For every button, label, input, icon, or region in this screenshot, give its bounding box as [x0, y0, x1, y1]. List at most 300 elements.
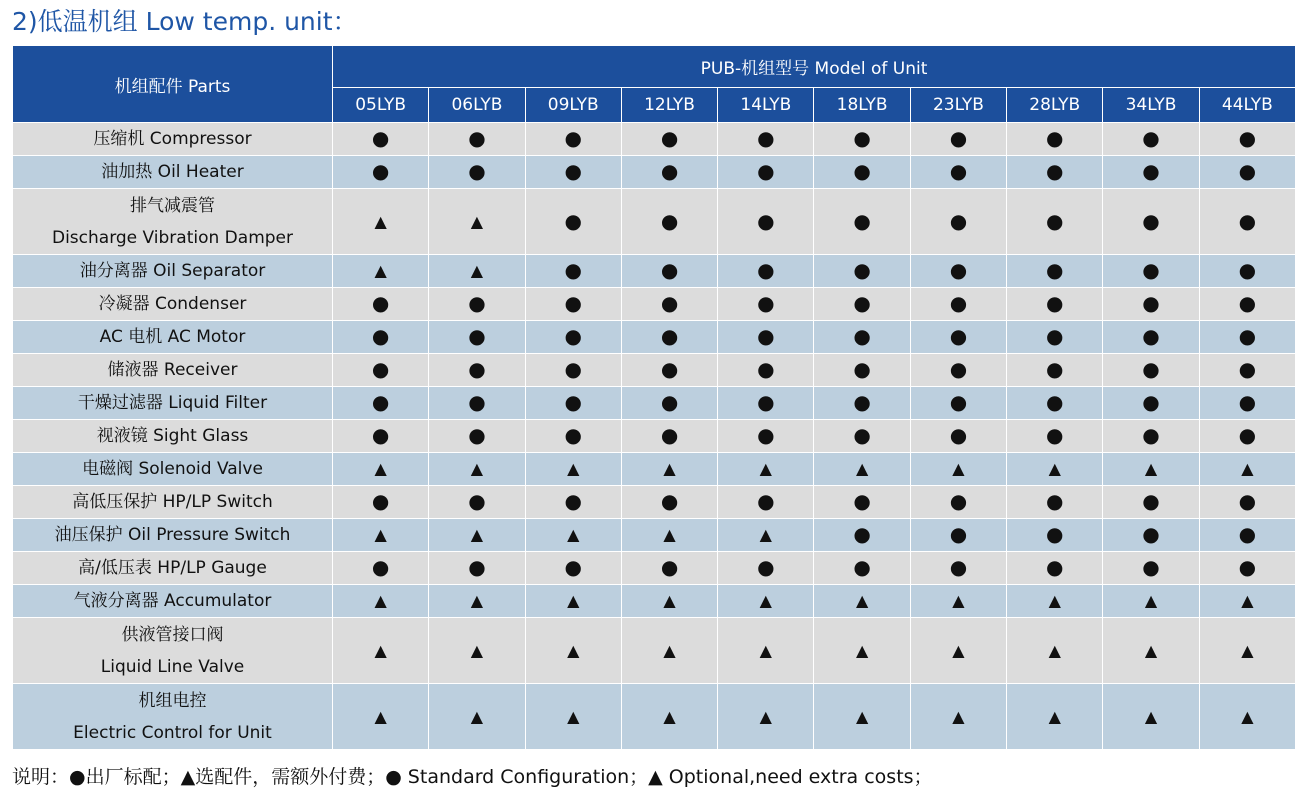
standard-config-icon: ● [949, 159, 968, 183]
config-cell [718, 123, 814, 156]
config-cell [910, 519, 1006, 552]
model-header-44lyb: 44LYB [1199, 88, 1295, 123]
config-cell [910, 684, 1006, 750]
table-row [13, 255, 1296, 288]
standard-config-icon: ● [1238, 555, 1257, 579]
config-cell [333, 486, 429, 519]
config-cell [429, 585, 525, 618]
config-cell [718, 585, 814, 618]
standard-config-icon: ● [371, 291, 390, 315]
page-title: 2)低温机组 Low temp. unit： [12, 7, 358, 36]
part-name: 高/低压表 HP/LP Gauge [78, 558, 267, 578]
standard-config-icon: ● [853, 126, 871, 150]
config-cell [814, 420, 910, 453]
standard-config-icon: ● [853, 489, 871, 513]
standard-config-icon: ● [1046, 390, 1064, 414]
standard-config-icon: ● [1142, 423, 1160, 447]
table-row [13, 420, 1296, 453]
standard-config-icon: ● [564, 258, 582, 282]
standard-config-icon: ● [660, 423, 679, 447]
model-group-header: PUB-机组型号 Model of Unit [333, 46, 1296, 88]
optional-config-icon: ▲ [952, 459, 965, 478]
part-name: 机组电控 [138, 690, 207, 711]
optional-config-icon: ▲ [663, 591, 676, 610]
standard-config-icon: ● [1238, 258, 1257, 282]
table-row [13, 387, 1296, 420]
standard-config-icon: ● [757, 357, 775, 381]
config-cell [1007, 618, 1103, 684]
standard-config-icon: ● [468, 126, 486, 150]
config-cell [718, 453, 814, 486]
optional-config-icon: ▲ [1048, 591, 1061, 610]
standard-config-icon: ● [371, 357, 390, 381]
model-header-06lyb: 06LYB [429, 88, 525, 123]
config-cell [621, 618, 717, 684]
part-name: AC 电机 AC Motor [99, 327, 246, 347]
config-cell [1007, 321, 1103, 354]
optional-config-icon: ▲ [470, 640, 484, 660]
standard-config-icon: ● [1238, 159, 1257, 183]
table-row [13, 519, 1296, 552]
config-cell [814, 684, 910, 750]
config-cell [814, 552, 910, 585]
standard-config-icon: ● [1142, 126, 1160, 150]
standard-config-icon: ● [949, 126, 968, 150]
config-cell [1199, 354, 1295, 387]
config-cell [621, 288, 717, 321]
config-cell [525, 585, 621, 618]
table-row [13, 486, 1296, 519]
standard-config-icon: ● [1046, 208, 1064, 233]
config-cell [1103, 123, 1199, 156]
optional-config-icon: ▲ [759, 640, 772, 660]
config-cell [525, 123, 621, 156]
config-cell [621, 156, 717, 189]
standard-config-icon: ● [1238, 522, 1257, 546]
standard-config-icon: ● [949, 258, 968, 282]
optional-config-icon: ▲ [567, 591, 580, 610]
config-cell [621, 585, 717, 618]
standard-config-icon: ● [757, 324, 775, 348]
config-cell [1103, 519, 1199, 552]
table-row [13, 321, 1296, 354]
standard-config-icon: ● [468, 291, 486, 315]
part-name-cell [13, 684, 333, 750]
config-cell [1199, 585, 1295, 618]
standard-config-icon: ● [371, 324, 390, 348]
config-cell [910, 486, 1006, 519]
standard-config-icon: ● [660, 555, 679, 579]
optional-config-icon: ▲ [1048, 459, 1061, 478]
config-cell [1199, 618, 1295, 684]
config-cell [910, 255, 1006, 288]
standard-config-icon: ● [949, 291, 968, 315]
standard-config-icon: ● [949, 555, 968, 579]
config-cell [1199, 552, 1295, 585]
config-cell [814, 189, 910, 255]
optional-config-icon: ▲ [759, 706, 772, 726]
optional-config-icon: ▲ [374, 261, 387, 280]
optional-config-icon: ▲ [759, 591, 772, 610]
standard-config-icon: ● [1046, 291, 1064, 315]
standard-config-icon: ● [949, 324, 968, 348]
config-cell [621, 453, 717, 486]
standard-config-icon: ● [1238, 390, 1257, 414]
optional-config-icon: ▲ [374, 640, 387, 660]
standard-config-icon: ● [853, 390, 871, 414]
config-cell [621, 552, 717, 585]
standard-config-icon: ● [1142, 258, 1160, 282]
part-name-cell [13, 585, 333, 618]
part-name-cell [13, 123, 333, 156]
config-cell [621, 387, 717, 420]
table-row [13, 123, 1296, 156]
config-cell [910, 288, 1006, 321]
optional-config-icon: ▲ [759, 525, 772, 544]
config-cell [1103, 387, 1199, 420]
config-cell [814, 519, 910, 552]
model-header-28lyb: 28LYB [1007, 88, 1103, 123]
config-cell [333, 123, 429, 156]
standard-config-icon: ● [1142, 390, 1160, 414]
config-cell [718, 618, 814, 684]
optional-config-icon: ▲ [470, 261, 484, 280]
standard-config-icon: ● [1238, 208, 1257, 233]
standard-config-icon: ● [1046, 489, 1064, 513]
standard-config-icon: ● [468, 159, 486, 183]
optional-config-icon: ▲ [567, 640, 580, 660]
config-cell [1199, 189, 1295, 255]
table-row [13, 684, 1296, 750]
config-cell [718, 420, 814, 453]
standard-config-icon: ● [949, 423, 968, 447]
config-cell [814, 453, 910, 486]
config-cell [429, 123, 525, 156]
optional-config-icon: ▲ [759, 459, 772, 478]
config-cell [621, 255, 717, 288]
standard-config-icon: ● [949, 357, 968, 381]
part-name-cell [13, 387, 333, 420]
standard-config-icon: ● [757, 291, 775, 315]
standard-config-icon: ● [949, 489, 968, 513]
standard-config-icon: ● [371, 126, 390, 150]
optional-config-icon: ▲ [663, 706, 676, 726]
config-cell [910, 585, 1006, 618]
config-cell [1103, 288, 1199, 321]
config-cell [1103, 189, 1199, 255]
standard-config-icon: ● [564, 390, 582, 414]
config-cell [525, 255, 621, 288]
part-name-english: Electric Control for Unit [73, 722, 272, 743]
config-cell [910, 354, 1006, 387]
optional-config-icon: ▲ [1241, 591, 1254, 610]
config-cell [1199, 684, 1295, 750]
component-spec-table [12, 45, 1296, 750]
part-name-cell [13, 552, 333, 585]
table-row [13, 288, 1296, 321]
optional-config-icon: ▲ [1144, 706, 1158, 726]
standard-config-icon: ● [1142, 555, 1160, 579]
config-cell [814, 387, 910, 420]
config-cell [525, 288, 621, 321]
config-cell [621, 486, 717, 519]
standard-config-icon: ● [1046, 423, 1064, 447]
config-cell [621, 684, 717, 750]
standard-config-icon: ● [1142, 522, 1160, 546]
config-cell [910, 618, 1006, 684]
config-cell [910, 321, 1006, 354]
optional-config-icon: ▲ [663, 525, 676, 544]
model-header-14lyb: 14LYB [718, 88, 814, 123]
standard-config-icon: ● [468, 390, 486, 414]
standard-config-icon: ● [757, 258, 775, 282]
config-cell [1199, 321, 1295, 354]
config-cell [525, 486, 621, 519]
config-cell [525, 189, 621, 255]
config-cell [525, 684, 621, 750]
standard-config-icon: ● [660, 324, 679, 348]
standard-config-icon: ● [660, 291, 679, 315]
config-cell [333, 519, 429, 552]
standard-config-icon: ● [757, 390, 775, 414]
config-cell [621, 189, 717, 255]
config-cell [1103, 156, 1199, 189]
standard-config-icon: ● [1238, 357, 1257, 381]
config-cell [814, 486, 910, 519]
standard-config-icon: ● [564, 208, 582, 233]
standard-config-icon: ● [757, 489, 775, 513]
standard-config-icon: ● [853, 258, 871, 282]
config-cell [429, 684, 525, 750]
part-name-cell [13, 618, 333, 684]
config-cell [429, 618, 525, 684]
table-row [13, 189, 1296, 255]
config-cell [333, 189, 429, 255]
config-cell [1007, 684, 1103, 750]
part-name: 气液分离器 Accumulator [73, 591, 272, 611]
part-name: 油压保护 Oil Pressure Switch [54, 525, 291, 545]
config-cell [1199, 519, 1295, 552]
standard-config-icon: ● [757, 208, 775, 233]
config-cell [1007, 255, 1103, 288]
model-header-05lyb: 05LYB [333, 88, 429, 123]
standard-config-icon: ● [853, 291, 871, 315]
config-cell [814, 354, 910, 387]
config-cell [333, 585, 429, 618]
standard-config-icon: ● [1238, 423, 1257, 447]
config-cell [814, 618, 910, 684]
optional-config-icon: ▲ [567, 706, 580, 726]
model-header-18lyb: 18LYB [814, 88, 910, 123]
config-cell [621, 519, 717, 552]
config-cell [333, 156, 429, 189]
config-cell [1199, 255, 1295, 288]
part-name-cell [13, 354, 333, 387]
config-cell [718, 552, 814, 585]
standard-config-icon: ● [468, 423, 486, 447]
config-cell [1007, 585, 1103, 618]
standard-config-icon: ● [1046, 159, 1064, 183]
standard-config-icon: ● [1142, 489, 1160, 513]
table-row [13, 552, 1296, 585]
config-cell [525, 321, 621, 354]
optional-config-icon: ▲ [470, 525, 484, 544]
optional-config-icon: ▲ [855, 706, 869, 726]
config-cell [910, 552, 1006, 585]
standard-config-icon: ● [371, 423, 390, 447]
config-cell [333, 453, 429, 486]
config-cell [333, 321, 429, 354]
config-cell [429, 486, 525, 519]
optional-config-icon: ▲ [855, 459, 869, 478]
config-cell [1103, 453, 1199, 486]
standard-config-icon: ● [853, 324, 871, 348]
config-cell [814, 255, 910, 288]
config-cell [1007, 288, 1103, 321]
part-name-english: Liquid Line Valve [100, 656, 245, 677]
config-cell [621, 420, 717, 453]
config-cell [1199, 123, 1295, 156]
part-name: 油分离器 Oil Separator [79, 261, 266, 281]
config-cell [429, 354, 525, 387]
config-cell [1199, 420, 1295, 453]
standard-config-icon: ● [1142, 159, 1160, 183]
config-cell [718, 684, 814, 750]
config-cell [333, 354, 429, 387]
optional-config-icon: ▲ [1144, 459, 1158, 478]
config-cell [814, 321, 910, 354]
part-name: 高低压保护 HP/LP Switch [72, 492, 273, 512]
standard-config-icon: ● [564, 159, 582, 183]
optional-config-icon: ▲ [374, 525, 387, 544]
table-row [13, 585, 1296, 618]
standard-config-icon: ● [371, 555, 390, 579]
part-name-english: Discharge Vibration Damper [51, 227, 293, 248]
standard-config-icon: ● [1046, 324, 1064, 348]
standard-config-icon: ● [949, 208, 968, 233]
config-cell [1103, 585, 1199, 618]
config-cell [525, 552, 621, 585]
standard-config-icon: ● [853, 159, 871, 183]
config-cell [429, 420, 525, 453]
standard-config-icon: ● [757, 555, 775, 579]
config-cell [1007, 123, 1103, 156]
standard-config-icon: ● [371, 489, 390, 513]
model-header-12lyb: 12LYB [621, 88, 717, 123]
config-cell [1007, 519, 1103, 552]
optional-config-icon: ▲ [470, 459, 484, 478]
standard-config-icon: ● [1046, 522, 1064, 546]
part-name: 供液管接口阀 [121, 624, 224, 645]
config-cell [910, 123, 1006, 156]
standard-config-icon: ● [564, 489, 582, 513]
standard-config-icon: ● [757, 159, 775, 183]
part-name-cell [13, 486, 333, 519]
legend-note: 说明：●出厂标配；▲选配件，需额外付费；● Standard Configuration；▲ Optional,need extra costs； [12, 766, 933, 788]
standard-config-icon: ● [564, 423, 582, 447]
standard-config-icon: ● [1142, 208, 1160, 233]
table-row [13, 354, 1296, 387]
config-cell [1199, 486, 1295, 519]
optional-config-icon: ▲ [855, 640, 869, 660]
optional-config-icon: ▲ [855, 591, 869, 610]
config-cell [525, 519, 621, 552]
optional-config-icon: ▲ [1144, 591, 1158, 610]
config-cell [333, 288, 429, 321]
config-cell [621, 123, 717, 156]
config-cell [1199, 288, 1295, 321]
config-cell [429, 552, 525, 585]
config-cell [910, 453, 1006, 486]
optional-config-icon: ▲ [374, 591, 387, 610]
config-cell [718, 354, 814, 387]
config-cell [525, 618, 621, 684]
standard-config-icon: ● [660, 357, 679, 381]
part-name-cell [13, 420, 333, 453]
config-cell [1199, 387, 1295, 420]
config-cell [621, 321, 717, 354]
config-cell [429, 321, 525, 354]
config-cell [525, 387, 621, 420]
config-cell [429, 189, 525, 255]
part-name: 储液器 Receiver [107, 360, 238, 380]
config-cell [429, 255, 525, 288]
optional-config-icon: ▲ [374, 211, 387, 231]
config-cell [718, 189, 814, 255]
config-cell [1007, 354, 1103, 387]
standard-config-icon: ● [1046, 555, 1064, 579]
standard-config-icon: ● [564, 291, 582, 315]
standard-config-icon: ● [1142, 324, 1160, 348]
standard-config-icon: ● [853, 555, 871, 579]
optional-config-icon: ▲ [470, 591, 484, 610]
standard-config-icon: ● [371, 390, 390, 414]
config-cell [1103, 321, 1199, 354]
part-name-cell [13, 189, 333, 255]
optional-config-icon: ▲ [1048, 640, 1061, 660]
config-cell [621, 354, 717, 387]
part-name: 冷凝器 Condenser [98, 294, 247, 314]
config-cell [718, 321, 814, 354]
config-cell [525, 420, 621, 453]
optional-config-icon: ▲ [663, 640, 676, 660]
standard-config-icon: ● [949, 522, 968, 546]
standard-config-icon: ● [1046, 126, 1064, 150]
parts-column-header: 机组配件 Parts [13, 46, 333, 123]
config-cell [525, 354, 621, 387]
standard-config-icon: ● [660, 159, 679, 183]
config-cell [910, 420, 1006, 453]
optional-config-icon: ▲ [1241, 640, 1254, 660]
config-cell [718, 156, 814, 189]
optional-config-icon: ▲ [1241, 706, 1254, 726]
standard-config-icon: ● [853, 522, 871, 546]
part-name-cell [13, 288, 333, 321]
part-name: 视液镜 Sight Glass [96, 426, 249, 446]
standard-config-icon: ● [1142, 291, 1160, 315]
standard-config-icon: ● [853, 208, 871, 233]
config-cell [1103, 684, 1199, 750]
config-cell [1007, 453, 1103, 486]
config-cell [525, 156, 621, 189]
config-cell [814, 156, 910, 189]
table-row [13, 618, 1296, 684]
optional-config-icon: ▲ [952, 591, 965, 610]
standard-config-icon: ● [1238, 291, 1257, 315]
standard-config-icon: ● [853, 423, 871, 447]
standard-config-icon: ● [660, 489, 679, 513]
standard-config-icon: ● [468, 555, 486, 579]
